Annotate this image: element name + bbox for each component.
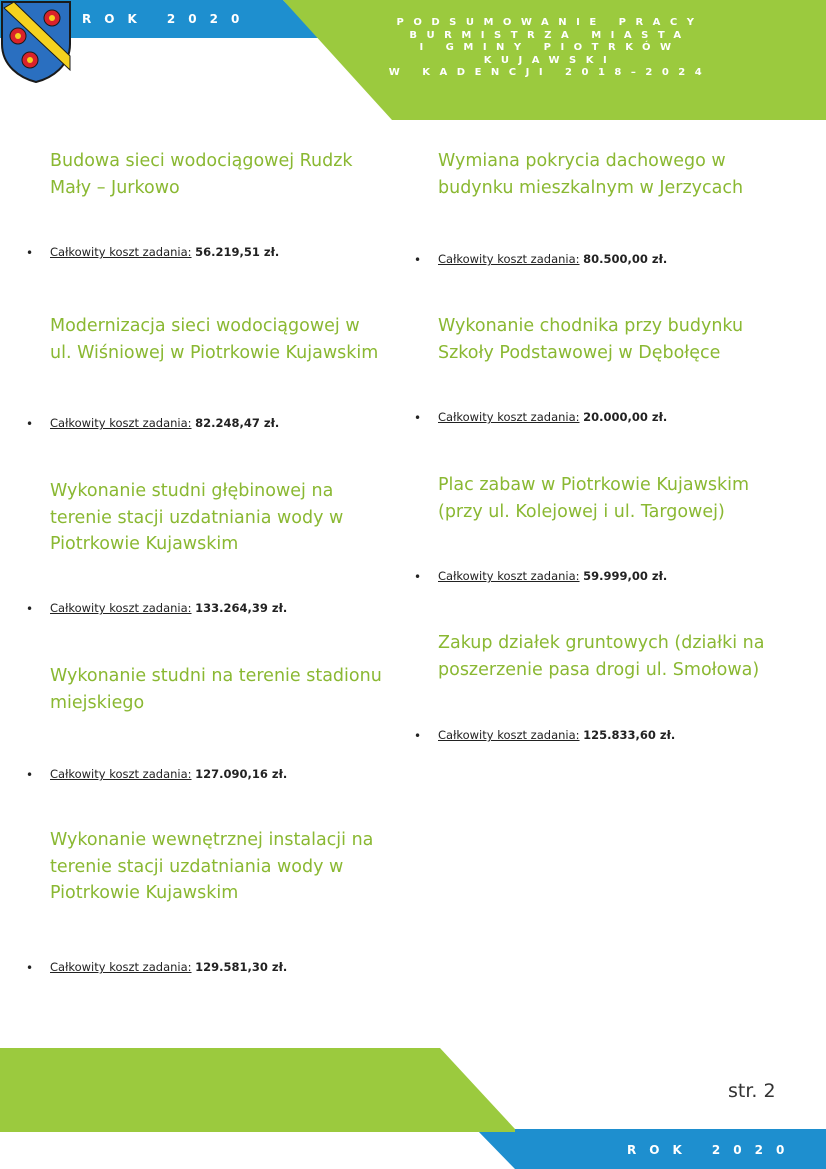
bullet-icon: •	[26, 768, 34, 782]
task-cost	[26, 960, 288, 975]
cost-label: Całkowity koszt zadania:	[50, 416, 192, 430]
bullet-icon: •	[414, 729, 422, 743]
bullet-icon: •	[26, 417, 34, 431]
task-title: Modernizacja sieci wodociągowej w ul. Wiśniowej w Piotrkowie Kujawskim	[50, 316, 379, 363]
cost-value: 127.090,16 zł.	[195, 767, 288, 781]
bullet-icon: •	[26, 961, 34, 975]
header-title-line: W KADENCJI 2018–2024	[388, 67, 712, 78]
cost-value: 59.999,00 zł.	[583, 569, 668, 583]
task-title: Wykonanie studni na terenie stadionu miejskiego	[50, 666, 382, 713]
cost-label: Całkowity koszt zadania:	[438, 569, 580, 583]
bullet-icon: •	[414, 411, 422, 425]
cost-value: 80.500,00 zł.	[583, 252, 668, 266]
header-title-line: BURMISTRZA MIASTA	[409, 29, 691, 41]
task-title: Wykonanie wewnętrznej instalacji na terenie stacji uzdatniania wody w Piotrkowie Kujawskim	[50, 830, 374, 903]
task-title: Plac zabaw w Piotrkowie Kujawskim (przy ul. Kolejowej i ul. Targowej)	[438, 475, 750, 522]
page-number: str. 2	[728, 1080, 776, 1102]
cost-label: Całkowity koszt zadania:	[50, 767, 192, 781]
task-cost	[414, 569, 668, 584]
task-cost	[414, 252, 668, 267]
cost-label: Całkowity koszt zadania:	[50, 601, 192, 615]
task-title: Wykonanie studni głębinowej na terenie stacji uzdatniania wody w Piotrkowie Kujawskim	[50, 481, 344, 554]
task-title: Wykonanie chodnika przy budynku Szkoły Podstawowej w Dębołęce	[438, 316, 744, 363]
task-title: Zakup działek gruntowych (działki na poszerzenie pasa drogi ul. Smołowa)	[438, 633, 765, 680]
header-year: ROK 2020	[82, 12, 253, 26]
footer-year: ROK 2020	[627, 1143, 798, 1157]
cost-value: 82.248,47 zł.	[195, 416, 280, 430]
bullet-icon: •	[26, 602, 34, 616]
cost-value: 129.581,30 zł.	[195, 960, 288, 974]
task-title: Wymiana pokrycia dachowego w budynku mieszkalnym w Jerzycach	[438, 151, 744, 198]
cost-value: 20.000,00 zł.	[583, 410, 668, 424]
bullet-icon: •	[26, 246, 34, 260]
header-title-line: KUJAWSKI	[483, 54, 617, 66]
cost-label: Całkowity koszt zadania:	[438, 410, 580, 424]
cost-label: Całkowity koszt zadania:	[50, 245, 192, 259]
header-title-line: I GMINY PIOTRKÓW	[419, 42, 681, 53]
page-header	[0, 0, 826, 125]
bullet-icon: •	[414, 570, 422, 584]
bullet-icon: •	[414, 253, 422, 267]
cost-label: Całkowity koszt zadania:	[438, 252, 580, 266]
cost-label: Całkowity koszt zadania:	[438, 728, 580, 742]
cost-label: Całkowity koszt zadania:	[50, 960, 192, 974]
task-cost	[26, 767, 288, 782]
task-cost	[26, 601, 288, 616]
task-cost	[414, 410, 668, 425]
task-cost	[414, 728, 676, 743]
coat-of-arms-icon	[0, 0, 72, 84]
header-title-line: PODSUMOWANIE PRACY	[396, 17, 704, 28]
cost-value: 56.219,51 zł.	[195, 245, 280, 259]
cost-value: 125.833,60 zł.	[583, 728, 676, 742]
header-title	[380, 17, 720, 80]
cost-value: 133.264,39 zł.	[195, 601, 288, 615]
task-cost	[26, 245, 280, 260]
task-title: Budowa sieci wodociągowej Rudzk Mały – Jurkowo	[50, 151, 353, 198]
task-cost	[26, 416, 280, 431]
